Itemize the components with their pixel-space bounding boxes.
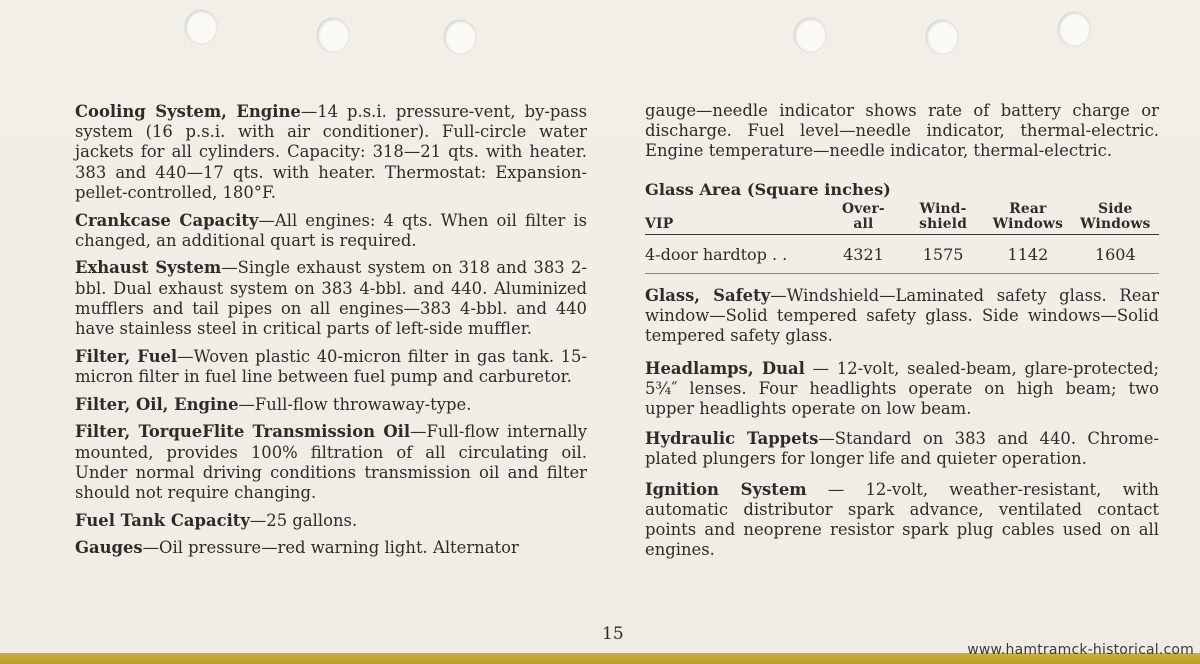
spec-text: —Full-flow internally mounted, provides 100% filtration of all circulating oil. Under normal driving conditions transmission oil and filter should not require changing. xyxy=(75,422,587,502)
header-line: Wind- xyxy=(919,200,967,217)
spec-heading: Exhaust System xyxy=(75,258,222,278)
spec-text: —Windshield—Laminated safety glass. Rear window—Solid tempered safety glass. Side windows—Solid tempered safety glass. xyxy=(645,286,1159,346)
left-column xyxy=(75,102,587,566)
cell-overall: 4321 xyxy=(843,244,884,264)
spec-heading: Filter, Oil, Engine xyxy=(75,394,239,414)
spec-hydraulic-tappets xyxy=(645,429,1159,469)
spec-text: —Woven plastic 40-micron filter in gas tank. 15-micron filter in fuel line between fuel pump and carburetor. xyxy=(75,346,587,386)
header-line: Windows xyxy=(1080,215,1151,232)
header-line: Windows xyxy=(992,215,1064,232)
row-label: 4-door hardtop . . xyxy=(645,244,788,264)
table-bottom-rule xyxy=(645,273,1159,274)
spec-text: —Single exhaust system on 318 and 383 2-bbl. Dual exhaust system on 383 4-bbl. and 440. Aluminized mufflers and tail pipes on all engines—383 4-bbl. and 440 have stainless steel in critical parts of left-side muffler. xyxy=(75,258,587,339)
spec-heading: Glass, Safety xyxy=(645,286,771,306)
spec-headlamps xyxy=(645,359,1159,420)
binder-hole xyxy=(185,10,217,44)
table-header-row xyxy=(645,202,1159,235)
column-header-overall xyxy=(825,202,902,235)
spec-glass-safety xyxy=(645,286,1159,347)
spec-heading: Cooling System, Engine xyxy=(75,102,301,121)
spec-heading: Crankcase Capacity xyxy=(75,210,259,230)
cell-side-windows: 1604 xyxy=(1094,244,1136,264)
glass-area-title: Glass Area (Square inches) xyxy=(645,179,891,199)
spec-ignition-system xyxy=(645,480,1159,561)
spec-text: —All engines: 4 qts. When oil filter is changed, an additional quart is required. xyxy=(75,210,588,250)
spec-filter-transmission xyxy=(75,422,587,503)
spec-heading: Ignition System xyxy=(645,479,807,499)
spec-heading: Filter, Fuel xyxy=(75,346,178,366)
header-line: all xyxy=(853,215,874,232)
spec-fuel-tank xyxy=(75,511,587,531)
glass-area-table xyxy=(645,202,1159,274)
header-line: Side xyxy=(1098,200,1133,217)
spec-text: —25 gallons. xyxy=(249,510,358,530)
spec-text: —Full-flow throwaway-type. xyxy=(238,394,472,414)
binder-hole xyxy=(444,20,476,54)
spec-heading: Gauges xyxy=(75,538,143,558)
spec-text: — 12-volt, sealed-beam, glare-protected; 5¾″ lenses. Four headlights operate on high beam; two upper headlights operate on low beam. xyxy=(645,358,1159,419)
spec-gauges-continued: gauge—needle indicator shows rate of battery charge or discharge. Fuel level—needle indicator, thermal-electric. Engine temperature—needle indicator, thermal-electric. xyxy=(645,101,1159,161)
spec-text: — 12-volt, weather-resistant, with automatic distributor spark advance, ventilated contact points and neoprene resistor spark plug cables used on all engines. xyxy=(645,479,1159,560)
right-column xyxy=(645,101,1159,568)
binder-hole xyxy=(794,18,826,52)
column-header-rear-windows xyxy=(984,202,1071,235)
spec-crankcase-capacity xyxy=(75,211,587,251)
cell-rear-windows: 1142 xyxy=(1007,244,1049,264)
spec-cooling-system xyxy=(75,102,587,203)
binder-hole xyxy=(1058,12,1090,46)
spec-exhaust-system xyxy=(75,258,587,339)
spec-text: —Standard on 383 and 440. Chrome-plated plungers for longer life and quieter operation. xyxy=(645,429,1159,469)
spec-heading: Headlamps, Dual xyxy=(645,358,805,378)
right-specs xyxy=(645,286,1159,560)
cell-windshield: 1575 xyxy=(922,244,964,264)
spec-text: —Oil pressure—red warning light. Alternator xyxy=(142,538,519,558)
spec-filter-fuel xyxy=(75,347,587,387)
binder-hole xyxy=(317,18,349,52)
spec-filter-oil xyxy=(75,395,587,415)
binder-hole xyxy=(926,20,958,54)
spec-text: —14 p.s.i. pressure-vent, by-pass system (16 p.s.i. with air conditioner). Full-circle water jackets for all cylinders. Capacity: 318—21 qts. with heater. 383 and 440—17 qts. with heater. Thermostat: Expansion-pellet-controlled, 180°F. xyxy=(75,102,587,202)
spec-gauges xyxy=(75,538,587,558)
spec-heading: Hydraulic Tappets xyxy=(645,429,819,449)
spec-heading: Filter, TorqueFlite Transmission Oil xyxy=(75,422,411,442)
page-number: 15 xyxy=(602,624,624,644)
header-line: Over- xyxy=(842,200,885,217)
column-header-vip: VIP xyxy=(645,202,825,235)
header-line: shield xyxy=(919,215,968,232)
header-line: Rear xyxy=(1009,200,1047,217)
table-row xyxy=(645,234,1159,273)
spec-heading: Fuel Tank Capacity xyxy=(75,510,250,530)
watermark: www.hamtramck-historical.com xyxy=(967,642,1194,658)
column-header-side-windows xyxy=(1072,202,1159,235)
column-header-windshield xyxy=(902,202,984,235)
